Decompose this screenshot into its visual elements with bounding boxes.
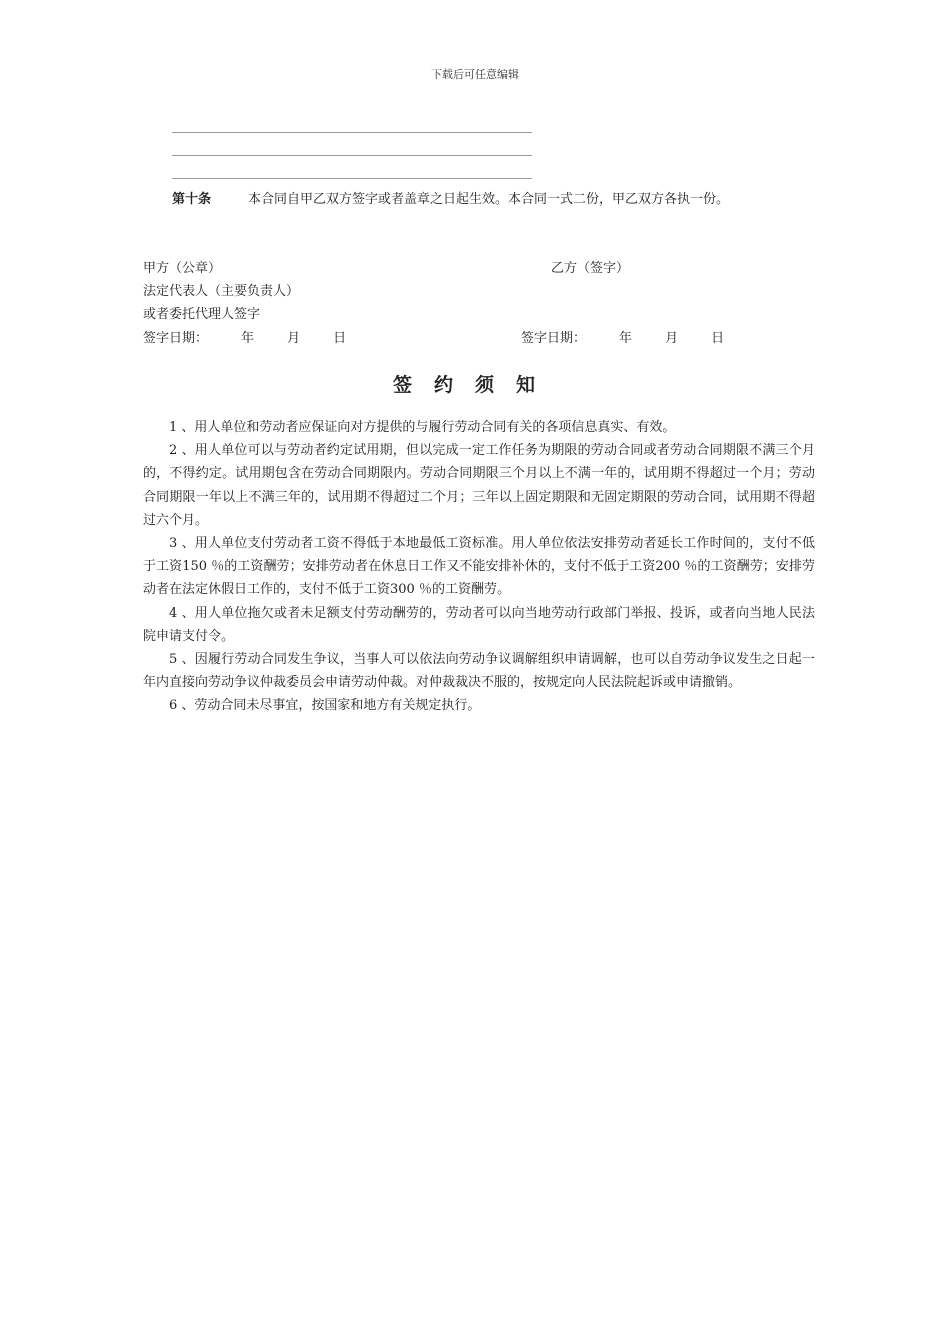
notice-title: 签约须知 — [392, 374, 557, 396]
party-b-label: 乙方（签字） — [551, 261, 630, 276]
notice-item: 1 、用人单位和劳动者应保证向对方提供的与履行劳动合同有关的各项信息真实、有效。 — [169, 420, 676, 435]
blank-line-3 — [172, 178, 532, 179]
agent-label: 或者委托代理人签字 — [143, 307, 261, 322]
page-header: 下载后可任意编辑 — [431, 68, 519, 81]
article-text: 本合同自甲乙双方签字或者盖章之日起生效。本合同一式二份，甲乙双方各执一份。 — [248, 192, 730, 207]
party-a-label: 甲方（公章） — [143, 261, 222, 276]
article-10 — [172, 188, 729, 207]
sign-date-b: 签字日期： 年 月 日 — [521, 331, 725, 346]
notice-item: 5 、因履行劳动合同发生争议，当事人可以依法向劳动争议调解组织申请调解，也可以自劳动争议发生之日起一年内直接向劳动争议仲裁委员会申请劳动仲裁。对仲裁裁决不服的，按规定向人民法院起诉或申请撤销。 — [143, 652, 815, 691]
notice-item: 6 、劳动合同未尽事宜，按国家和地方有关规定执行。 — [169, 698, 481, 714]
notice-item: 2 、用人单位可以与劳动者约定试用期，但以完成一定工作任务为期限的劳动合同或者劳动合同期限不满三个月的，不得约定。试用期包含在劳动合同期限内。劳动合同期限三个月以上不满一年的，试用期不得超过一个月；劳动合同期限一年以上不满三年的，试用期不得超过二个月；三年以上固定期限和无固定期限的劳动合同，试用期不得超过六个月。 — [143, 443, 815, 528]
article-number: 第十条 — [172, 192, 212, 207]
notice-item: 3 、用人单位支付劳动者工资不得低于本地最低工资标准。用人单位依法安排劳动者延长工作时间的，支付不低于工资150 ％的工资酬劳；安排劳动者在休息日工作又不能安排补休的，支付不低于工资200 ％的工资酬劳；安排劳动者在法定休假日工作的，支付不低于工资300 ％的工资酬劳。 — [143, 536, 815, 598]
notice-list — [143, 416, 815, 718]
blank-line-2 — [172, 155, 532, 156]
sign-date-a: 签字日期： 年 月 日 — [143, 331, 347, 346]
blank-line-1 — [172, 132, 532, 133]
notice-item: 4 、用人单位拖欠或者未足额支付劳动酬劳的，劳动者可以向当地劳动行政部门举报、投诉，或者向当地人民法院申请支付令。 — [143, 605, 815, 644]
legal-rep-label: 法定代表人（主要负责人） — [143, 284, 300, 299]
